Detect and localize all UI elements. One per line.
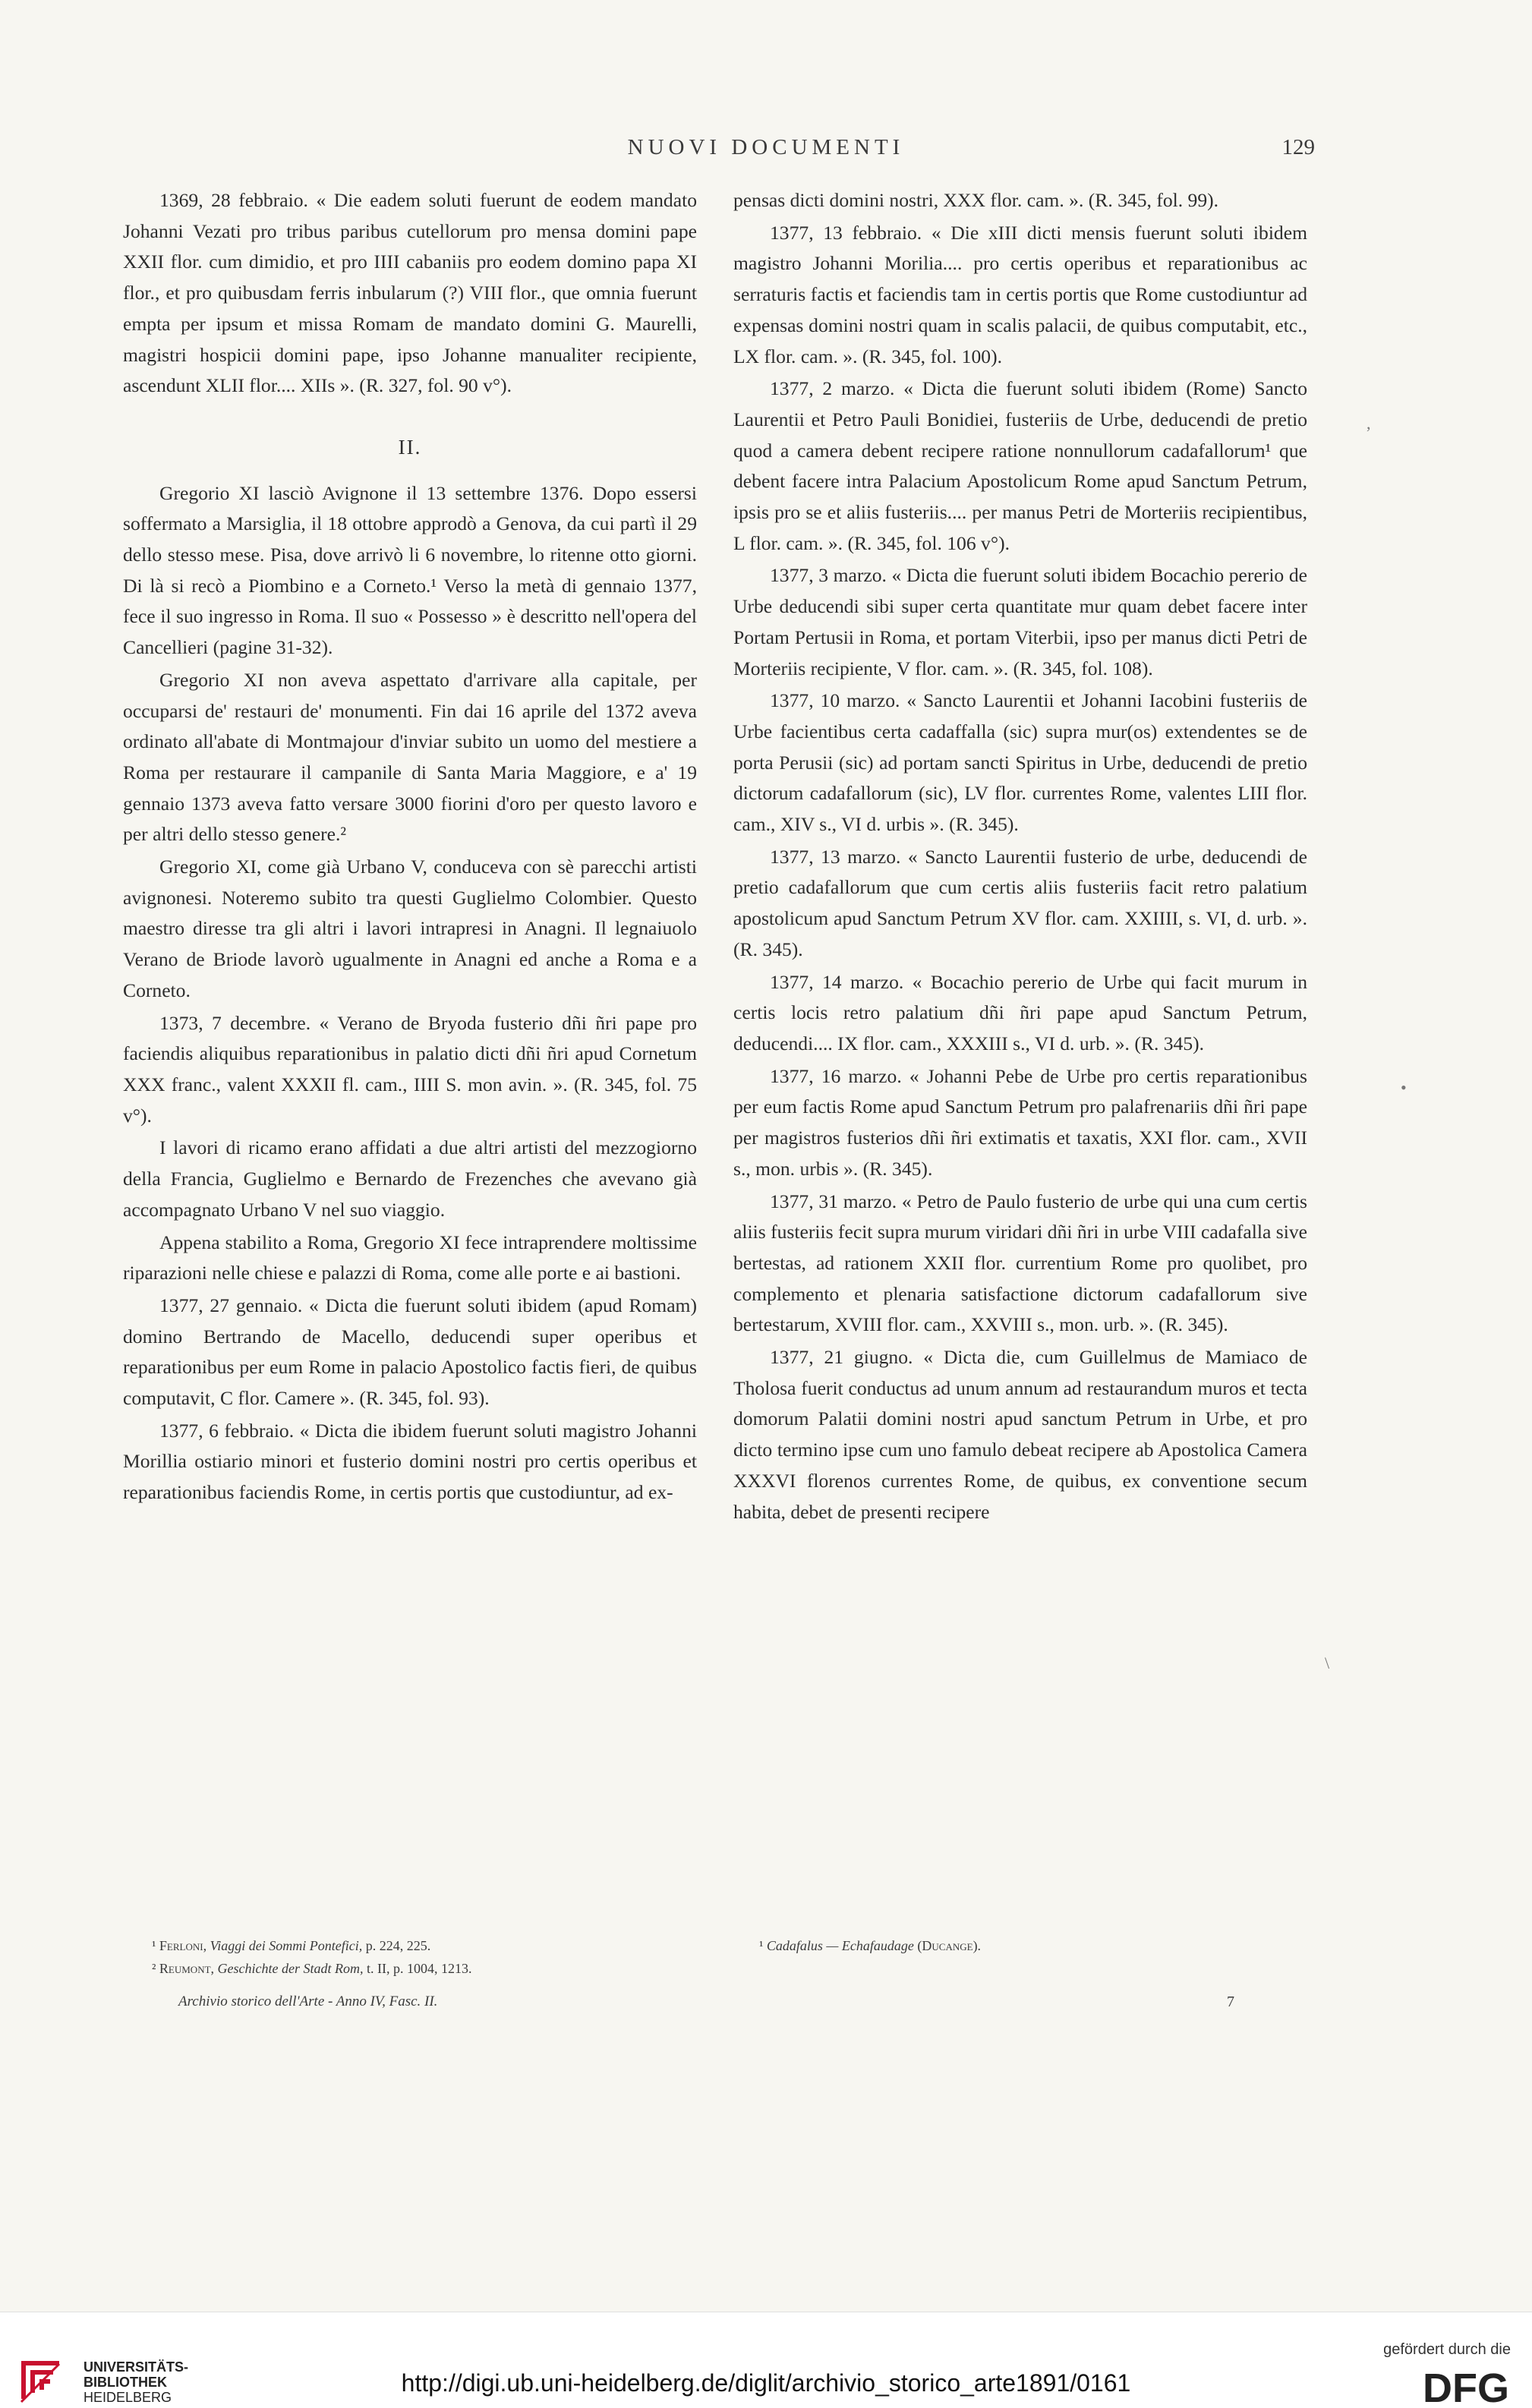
paragraph: Gregorio XI lasciò Avignone il 13 settembre 1376. Dopo essersi soffermato a Marsiglia, il 18 ottobre approdò a Genova, da cui partì il 29 dello stesso mese. Pisa, dove arrivò li 6 novembre, lo ritenne otto giorni. Di là si recò a Piombino e a Corneto.¹ Verso la metà di gennaio 1377, fece il suo ingresso in Roma. Il suo « Possesso » è descritto nell'opera del Cancellieri (pagine 31-32). <box>123 481 697 659</box>
paragraph: 1377, 16 marzo. « Johanni Pebe de Urbe pro certis reparationibus per eum factis Rome apud Sanctum Petrum pro palafrenariis dñi ñri pape per magistros fusterios dñi ñri extimatis et taxatis, XXI flor. cam., XVII s., mon. urbis ». (R. 345). <box>733 1064 1307 1180</box>
footnote-text: Cadafalus — Echafaudage <box>766 1938 914 1953</box>
footnotes-right <box>744 1934 1306 1957</box>
stray-mark: • <box>1401 1078 1407 1097</box>
paragraph: 1377, 6 febbraio. « Dicta die ibidem fuerunt soluti magistro Johanni Morillia ostiario minori et fusterio domini nostri pro certis operibus et reparationibus faciendis Rome, in certis portis que custodiuntur, ad ex- <box>123 1419 697 1504</box>
footnote <box>744 1934 1306 1957</box>
footnote-marker: ¹ <box>152 1938 156 1953</box>
footnote-ref: t. II, p. 1004, 1213. <box>366 1961 472 1976</box>
right-text-column <box>733 185 1307 1529</box>
footnote-author: Reumont, <box>159 1961 215 1976</box>
paragraph: 1373, 7 decembre. « Verano de Bryoda fusterio dñi ñri pape pro faciendis aliquibus reparationibus in palatio dicti dñi ñri apud Cornetum XXX franc., valent XXXII fl. cam., IIII S. mon avin. ». (R. 345, fol. 75 v°). <box>123 1011 697 1127</box>
paragraph: 1377, 2 marzo. « Dicta die fuerunt soluti ibidem (Rome) Sancto Laurentii et Petro Pauli Bonidiei, fusteriis de Urbe, deducendi de pretio quod a camera debent recipere ratione nonnullorum cadafallorum¹ que debent facere intra Palacium Apostolicum Rome apud Sanctum Petrum, ipsis pro se et aliis fusteriis.... per manus Petri de Morteriis recipientibus, L flor. cam. ». (R. 345, fol. 106 v°). <box>733 377 1307 554</box>
footnote-title: Viaggi dei Sommi Pontefici, <box>210 1938 363 1953</box>
paragraph: 1377, 3 marzo. « Dicta die fuerunt soluti ibidem Bocachio pererio de Urbe deducendi sibi super certa quantitate mur quam debet facere inter Portam Pertusii in Roma, et portam Viterbii, ipso per manus dicti Petri de Morteriis recipiente, V flor. cam. ». (R. 345, fol. 108). <box>733 564 1307 679</box>
paragraph: Appena stabilito a Roma, Gregorio XI fece intraprendere moltissime riparazioni nelle chiese e palazzi di Roma, come alle porte e ai bastioni. <box>123 1231 697 1284</box>
footnote <box>152 1934 698 1957</box>
footnote-source: (Ducange). <box>917 1938 982 1953</box>
footnote-title: Geschichte der Stadt Rom, <box>217 1961 364 1976</box>
paragraph: Gregorio XI non aveva aspettato d'arrivare alla capitale, per occuparsi de' restauri de' monumenti. Fin dai 16 aprile del 1372 aveva ordinato all'abate di Montmajour d'inviar subito un uomo del mestiere a Roma per restaurare il campanile di Santa Maria Maggiore, e a' 19 gennaio 1373 aveva fatto versare 3000 fiorini d'oro per questo lavoro e per altri dello stesso genere.² <box>123 668 697 846</box>
stray-mark: \ <box>1325 1653 1330 1672</box>
digitization-footer <box>0 2312 1532 2408</box>
paragraph: 1377, 21 giugno. « Dicta die, cum Guillelmus de Mamiaco de Tholosa fuerit conductus ad unum annum ad restaurandum muros et tecta domorum Palatii domini nostri apud sanctum Petrum in Urbe, et pro dicto termino ipse cum uno famulo debeat recipere ab Apostolica Camera XXXVI florenos currentes Rome, de quibus, ex conventione secum habita, debet de presenti recipere <box>733 1346 1307 1523</box>
footnote-ref: p. 224, 225. <box>365 1938 431 1953</box>
paragraph: 1377, 31 marzo. « Petro de Paulo fusterio de urbe qui una cum certis aliis fusteriis fecit supra murum viridari dñi ñri in urbe VIII cadafalla sive bertestas, ad rationem XXII flor. currentium Rome pro quolibet, pro complemento et plenaria satisfactione dictorum cadafallorum sive bertestarum, XVIII flor. cam., XXVIII s., mon. urb. ». (R. 345). <box>733 1190 1307 1336</box>
paragraph: 1377, 10 marzo. « Sancto Laurentii et Johanni Iacobini fusteriis de Urbe facientibus certa cadaffalla (sic) supra mur(os) extendentes se de porta Perusii (sic) ad portam sancti Spiritus in Urbe, deducendi de pretio dictorum cadafallorum (sic), LV flor. currentes Rome, valentes LIII flor. cam., XIV s., VI d. urbis ». (R. 345). <box>733 689 1307 836</box>
paragraph: pensas dicti domini nostri, XXX flor. cam. ». (R. 345, fol. 99). <box>733 189 1219 211</box>
journal-line: Archivio storico dell'Arte - Anno IV, Fasc. II. <box>178 1994 438 2009</box>
footnotes-left <box>152 1934 698 1980</box>
paragraph: I lavori di ricamo erano affidati a due altri artisti del mezzogiorno della Francia, Guglielmo e Bernardo de Frezenches che avevano già accompagnato Urbano V nel suo viaggio. <box>123 1136 697 1221</box>
dfg-logo-icon <box>1367 2367 1511 2405</box>
paragraph: 1377, 14 marzo. « Bocachio pererio de Urbe qui facit murum in certis locis retro palatium dñi ñri pape apud Sanctum Petrum, deducendi.... IX flor. cam., XXXIII s., VI d. urb. ». (R. 345). <box>733 970 1307 1054</box>
signature-mark: 7 <box>1227 1994 1234 2010</box>
stray-mark: , <box>1367 414 1371 433</box>
left-text-column <box>123 185 697 1510</box>
footnote <box>152 1957 698 1980</box>
section-heading: II. <box>398 435 422 459</box>
institution-line: BIBLIOTHEK <box>84 2375 167 2390</box>
paragraph: 1377, 27 gennaio. « Dicta die fuerunt soluti ibidem (apud Romam) domino Bertrando de Macello, deducendi super operibus et reparationibus per eum Rome in palacio Apostolico factis fieri, de quibus computavit, C flor. Camere ». (R. 345, fol. 93). <box>123 1294 697 1410</box>
paragraph: 1377, 13 marzo. « Sancto Laurentii fusterio de urbe, deducendi de pretio cadafallorum que cum certis aliis fusteriis facit retro palatium apostolicum apud Sanctum Petrum XV flor. cam. XXIIII, s. VI, d. urb. ». (R. 345). <box>733 845 1307 960</box>
permalink-url[interactable]: http://digi.ub.uni-heidelberg.de/diglit/archivio_storico_arte1891/0161 <box>401 2369 1131 2397</box>
footnote-author: Ferloni, <box>159 1938 207 1953</box>
paragraph: Gregorio XI, come già Urbano V, conduceva con sè parecchi artisti avignonesi. Noteremo subito tra questi Guglielmo Colombier. Questo maestro diresse tra gli altri i lavori intrapresi in Anagni. Il legnaiuolo Verano de Briode lavorò ugualmente in Anagni ed anche a Roma e a Corneto. <box>123 856 697 1001</box>
dfg-logo-text: DFG <box>1423 2367 1509 2405</box>
paragraph: 1369, 28 febbraio. « Die eadem soluti fuerunt de eodem mandato Johanni Vezati pro tribus paribus cutellorum pro mensa domini pape XXII flor. cum dimidio, et pro IIII cabaniis pro eodem domino papa XI flor., et pro quibusdam ferris inbularum (?) VIII flor., que omnia fuerunt empta per ipsum et missa Romam de mandato domini G. Maurelli, magistri hospicii domini pape, ipso Johanne manualiter recipiente, ascendunt XLII flor.... XIIs ». (R. 327, fol. 90 v°). <box>123 189 697 397</box>
footnote-marker: ¹ <box>759 1938 764 1953</box>
funded-by-label: gefördert durch die <box>1383 2341 1511 2358</box>
running-header-title: NUOVI DOCUMENTI <box>627 135 905 159</box>
paragraph: 1377, 13 febbraio. « Die xIII dicti mensis fuerunt soluti ibidem magistro Johanni Morilia.... pro certis operibus et reparationibus ac serraturis factis et faciendis tam in certis portis que Rome custodiuntur ad expensas domini nostri quam in scalis palacii, de quibus computabit, etc., LX flor. cam. ». (R. 345, fol. 100). <box>733 221 1307 367</box>
page-number: 129 <box>1281 135 1315 159</box>
institution-line: HEIDELBERG <box>84 2390 172 2405</box>
footnote-marker: ² <box>152 1961 156 1976</box>
institution-line: UNIVERSITÄTS- <box>84 2359 189 2375</box>
